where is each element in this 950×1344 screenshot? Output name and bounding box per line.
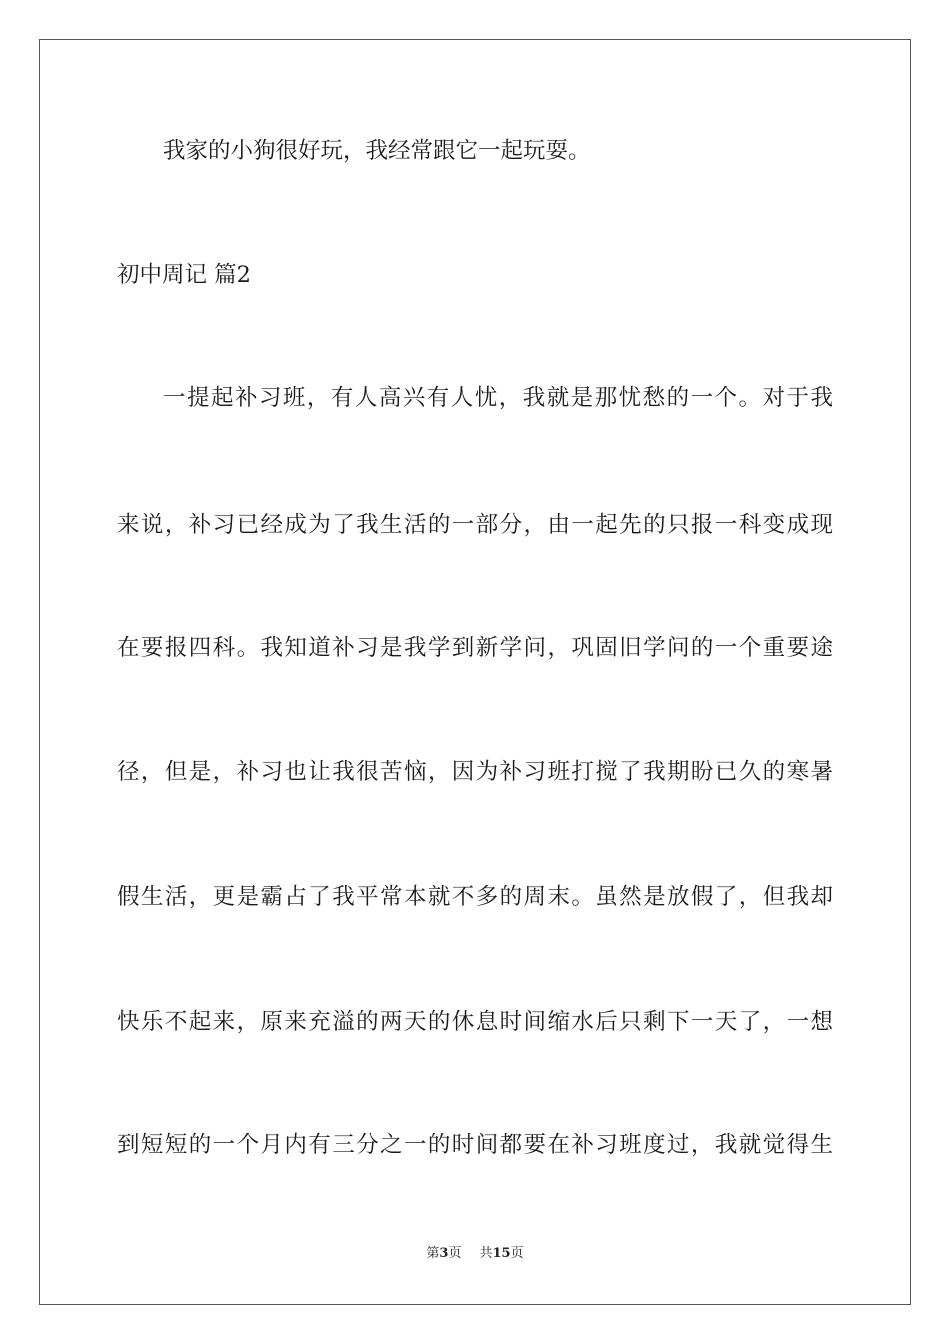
page-footer (0, 1245, 950, 1263)
paragraph-line-4: 在要报四科。我知道补习是我学到新学问，巩固旧学问的一个重要途 (117, 635, 833, 661)
footer-page-prefix: 第 (426, 1246, 440, 1261)
paragraph-line-6: 假生活，更是霸占了我平常本就不多的周末。虽然是放假了，但我却 (117, 884, 833, 910)
footer-total-suffix: 页 (510, 1246, 524, 1261)
paragraph-line-2: 一提起补习班，有人高兴有人忧，我就是那忧愁的一个。对于我 (163, 385, 833, 411)
paragraph-line-1: 我家的小狗很好玩，我经常跟它一起玩耍。 (163, 138, 591, 164)
footer-page-suffix: 页 (448, 1246, 462, 1261)
section-heading: 初中周记 篇2 (117, 262, 251, 288)
footer-page-total: 15 (492, 1246, 511, 1261)
page-frame (39, 39, 911, 1305)
paragraph-line-3: 来说，补习已经成为了我生活的一部分，由一起先的只报一科变成现 (117, 512, 833, 538)
paragraph-line-7: 快乐不起来，原来充溢的两天的休息时间缩水后只剩下一天了，一想 (117, 1009, 833, 1035)
paragraph-line-8: 到短短的一个月内有三分之一的时间都要在补习班度过，我就觉得生 (117, 1132, 833, 1158)
footer-page-current: 3 (439, 1246, 449, 1261)
paragraph-line-5: 径，但是，补习也让我很苦恼，因为补习班打搅了我期盼已久的寒暑 (117, 759, 833, 785)
footer-total-prefix: 共 (479, 1246, 493, 1261)
